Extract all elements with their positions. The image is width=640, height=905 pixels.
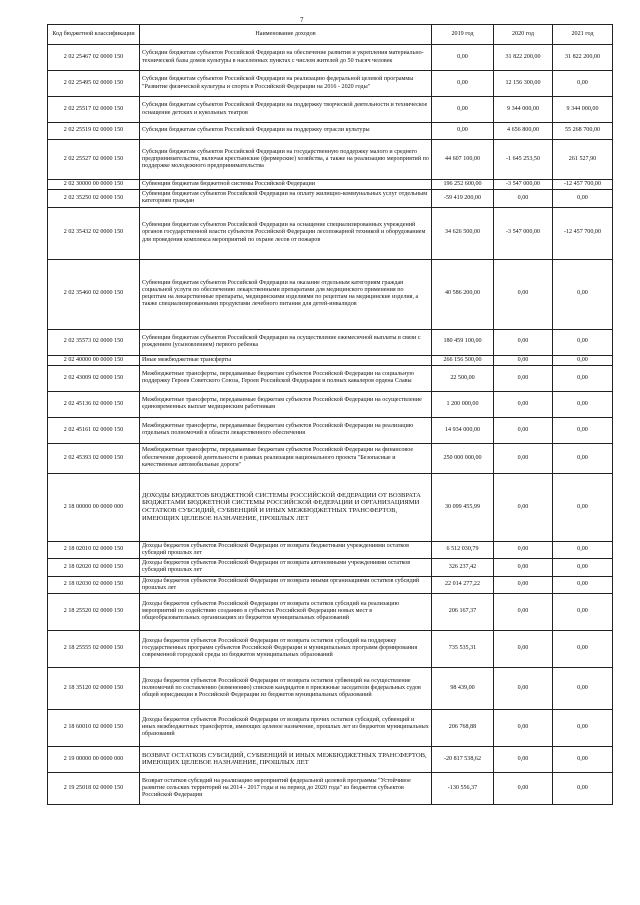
table-row <box>48 746 613 772</box>
table-row <box>48 593 613 630</box>
row-code: 2 19 00000 00 0000 000 <box>48 746 140 772</box>
row-code: 2 02 35573 02 0000 150 <box>48 329 140 355</box>
row-name: Субсидии бюджетам субъектов Российской Федерации на поддержку отрасли культуры <box>140 123 432 140</box>
row-value-2020: 0,00 <box>494 259 553 329</box>
header-2020: 2020 год <box>494 25 553 45</box>
row-value-2020: 0,00 <box>494 593 553 630</box>
table-row <box>48 355 613 365</box>
row-code: 2 02 45136 02 0000 150 <box>48 391 140 417</box>
row-value-2019: 14 934 000,00 <box>432 417 494 443</box>
row-code: 2 18 25555 02 0000 150 <box>48 630 140 667</box>
row-code: 2 19 25018 02 0000 150 <box>48 772 140 804</box>
row-value-2021: 0,00 <box>553 772 613 804</box>
row-code: 2 02 25517 02 0000 150 <box>48 97 140 123</box>
row-value-2019: 180 459 100,00 <box>432 329 494 355</box>
row-value-2021: 0,00 <box>553 417 613 443</box>
row-code: 2 18 35120 02 0000 150 <box>48 667 140 709</box>
row-name: Доходы бюджетов субъектов Российской Федерации от возврата остатков субвенций на осуществление полномочий по составлению (изменению) списков кандидатов в присяжные заседатели федеральных судов общей юрисдикции в Российской Федерации из бюджетов муниципальных образований <box>140 667 432 709</box>
table-row <box>48 576 613 593</box>
table-row <box>48 391 613 417</box>
row-value-2020: 0,00 <box>494 417 553 443</box>
row-value-2019: 6 512 030,79 <box>432 541 494 558</box>
table-row <box>48 667 613 709</box>
row-value-2019: 44 607 100,00 <box>432 140 494 180</box>
row-value-2020: 0,00 <box>494 473 553 541</box>
row-name: Субвенции бюджетам бюджетной системы Российской Федерации <box>140 180 432 190</box>
row-value-2020: 0,00 <box>494 190 553 207</box>
row-value-2020: 0,00 <box>494 329 553 355</box>
row-value-2019: 0,00 <box>432 97 494 123</box>
row-code: 2 18 02030 02 0000 150 <box>48 576 140 593</box>
revenue-table <box>47 24 613 805</box>
table-row <box>48 190 613 207</box>
table-row <box>48 329 613 355</box>
row-code: 2 02 25519 02 0000 150 <box>48 123 140 140</box>
table-row <box>48 259 613 329</box>
row-value-2021: -12 457 700,00 <box>553 180 613 190</box>
row-value-2021: 0,00 <box>553 473 613 541</box>
row-code: 2 18 02020 02 0000 150 <box>48 559 140 576</box>
row-value-2021: 0,00 <box>553 190 613 207</box>
row-value-2019: 22 014 277,22 <box>432 576 494 593</box>
row-value-2019: 40 586 200,00 <box>432 259 494 329</box>
row-code: 2 02 43009 02 0000 150 <box>48 365 140 391</box>
row-value-2021: 0,00 <box>553 329 613 355</box>
row-name: Межбюджетные трансферты, передаваемые бюджетам субъектов Российской Федерации на осуществление единовременных выплат медицинским работникам <box>140 391 432 417</box>
row-name: Субсидии бюджетам субъектов Российской Федерации на реализацию федеральной целевой программы "Развитие физической культуры и спорта в Российской Федерации на 2016 - 2020 годы" <box>140 71 432 97</box>
row-value-2021: 0,00 <box>553 365 613 391</box>
row-value-2019: 326 237,42 <box>432 559 494 576</box>
row-value-2021: 0,00 <box>553 541 613 558</box>
table-row <box>48 123 613 140</box>
table-row <box>48 443 613 473</box>
row-value-2020: 0,00 <box>494 772 553 804</box>
row-value-2021: 0,00 <box>553 355 613 365</box>
row-value-2020: 0,00 <box>494 443 553 473</box>
row-value-2021: 0,00 <box>553 443 613 473</box>
row-value-2020: 0,00 <box>494 576 553 593</box>
table-row <box>48 97 613 123</box>
row-value-2019: 0,00 <box>432 71 494 97</box>
row-value-2020: 9 344 000,00 <box>494 97 553 123</box>
row-value-2021: 0,00 <box>553 71 613 97</box>
row-code: 2 02 45393 02 0000 150 <box>48 443 140 473</box>
row-value-2020: 12 156 300,00 <box>494 71 553 97</box>
row-value-2021: 0,00 <box>553 559 613 576</box>
table-row <box>48 709 613 746</box>
row-value-2019: 206 167,37 <box>432 593 494 630</box>
table-row <box>48 207 613 259</box>
table-row <box>48 45 613 71</box>
row-value-2019: 98 439,00 <box>432 667 494 709</box>
row-value-2019: 266 156 500,00 <box>432 355 494 365</box>
table-row <box>48 630 613 667</box>
row-value-2021: 9 344 000,00 <box>553 97 613 123</box>
table-row <box>48 71 613 97</box>
row-code: 2 02 40000 00 0000 150 <box>48 355 140 365</box>
table-row <box>48 180 613 190</box>
row-value-2020: -1 645 253,50 <box>494 140 553 180</box>
row-name: Доходы бюджетов субъектов Российской Федерации от возврата автономными учреждениями остатков субсидий прошлых лет <box>140 559 432 576</box>
row-name: Субвенции бюджетам субъектов Российской Федерации на оказание отдельным категориям граждан социальной услуги по обеспечению лекарственными препаратами для медицинского применения по рецептам на лекарственные препараты, медицинскими изделиями по рецептам на медицинские изделия, а также специализированными продуктами лечебного питания для детей-инвалидов <box>140 259 432 329</box>
row-value-2019: 196 252 600,00 <box>432 180 494 190</box>
row-value-2020: 4 656 800,00 <box>494 123 553 140</box>
row-value-2019: 735 535,31 <box>432 630 494 667</box>
row-code: 2 02 25467 02 0000 150 <box>48 45 140 71</box>
row-code: 2 02 30000 00 0000 150 <box>48 180 140 190</box>
header-name: Наименование доходов <box>140 25 432 45</box>
row-value-2021: 261 527,90 <box>553 140 613 180</box>
row-name: Субвенции бюджетам субъектов Российской Федерации на осуществление ежемесячной выплаты в связи с рождением (усыновлением) первого ребенка <box>140 329 432 355</box>
row-value-2021: 31 822 200,00 <box>553 45 613 71</box>
row-name: Межбюджетные трансферты, передаваемые бюджетам субъектов Российской Федерации на реализацию отдельных полномочий в области лекарственного обеспечения <box>140 417 432 443</box>
table-row <box>48 417 613 443</box>
row-value-2019: -20 817 538,62 <box>432 746 494 772</box>
row-value-2020: 0,00 <box>494 541 553 558</box>
table-row <box>48 473 613 541</box>
row-name: Иные межбюджетные трансферты <box>140 355 432 365</box>
row-code: 2 18 02010 02 0000 150 <box>48 541 140 558</box>
header-code: Код бюджетной классификации <box>48 25 140 45</box>
row-value-2020: 0,00 <box>494 391 553 417</box>
table-row <box>48 541 613 558</box>
row-value-2019: 34 626 500,00 <box>432 207 494 259</box>
row-name: Доходы бюджетов субъектов Российской Федерации от возврата остатков субсидий на реализацию мероприятий по содействию созданию в субъектах Российской Федерации новых мест в общеобразовательных организациях из бюджетов муниципальных образований <box>140 593 432 630</box>
row-name: Субвенции бюджетам субъектов Российской Федерации на оплату жилищно-коммунальных услуг отдельным категориям граждан <box>140 190 432 207</box>
row-code: 2 02 25495 02 0000 150 <box>48 71 140 97</box>
row-value-2020: 0,00 <box>494 630 553 667</box>
row-value-2020: 0,00 <box>494 709 553 746</box>
table-row <box>48 772 613 804</box>
row-value-2021: 0,00 <box>553 630 613 667</box>
row-value-2020: -3 547 000,00 <box>494 207 553 259</box>
row-code: 2 18 00000 00 0000 000 <box>48 473 140 541</box>
row-value-2019: 1 200 000,00 <box>432 391 494 417</box>
row-name: Межбюджетные трансферты, передаваемые бюджетам субъектов Российской Федерации на социальную поддержку Героев Советского Союза, Героев Российской Федерации и полных кавалеров ордена Славы <box>140 365 432 391</box>
row-value-2021: 0,00 <box>553 259 613 329</box>
table-row <box>48 365 613 391</box>
row-name: ВОЗВРАТ ОСТАТКОВ СУБСИДИЙ, СУБВЕНЦИЙ И ИНЫХ МЕЖБЮДЖЕТНЫХ ТРАНСФЕРТОВ, ИМЕЮЩИХ ЦЕЛЕВОЕ НАЗНАЧЕНИЕ, ПРОШЛЫХ ЛЕТ <box>140 746 432 772</box>
row-value-2020: 0,00 <box>494 559 553 576</box>
row-value-2019: 30 099 455,99 <box>432 473 494 541</box>
row-value-2021: 0,00 <box>553 391 613 417</box>
row-value-2021: 0,00 <box>553 709 613 746</box>
row-value-2019: -130 556,37 <box>432 772 494 804</box>
row-name: Субсидии бюджетам субъектов Российской Федерации на обеспечение развития и укрепления материально-технической базы домов культуры в населенных пунктах с числом жителей до 50 тысяч человек <box>140 45 432 71</box>
row-value-2019: 22 500,00 <box>432 365 494 391</box>
row-name: Доходы бюджетов субъектов Российской Федерации от возврата иными организациями остатков субсидий прошлых лет <box>140 576 432 593</box>
row-value-2019: 0,00 <box>432 123 494 140</box>
row-name: Субсидии бюджетам субъектов Российской Федерации на государственную поддержку малого и среднего предпринимательства, включая крестьянские (фермерские) хозяйства, а также на реализацию мероприятий по поддержке молодежного предпринимательства <box>140 140 432 180</box>
row-name: ДОХОДЫ БЮДЖЕТОВ БЮДЖЕТНОЙ СИСТЕМЫ РОССИЙСКОЙ ФЕДЕРАЦИИ ОТ ВОЗВРАТА БЮДЖЕТАМИ БЮДЖЕТНОЙ СИСТЕМЫ РОССИЙСКОЙ ФЕДЕРАЦИИ И ОРГАНИЗАЦИЯМИ ОСТАТКОВ СУБСИДИЙ, СУБВЕНЦИЙ И ИНЫХ МЕЖБЮДЖЕТНЫХ ТРАНСФЕРТОВ, ИМЕЮЩИХ ЦЕЛЕВОЕ НАЗНАЧЕНИЕ, ПРОШЛЫХ ЛЕТ <box>140 473 432 541</box>
table-row <box>48 140 613 180</box>
row-value-2021: 0,00 <box>553 746 613 772</box>
row-value-2021: 0,00 <box>553 667 613 709</box>
row-code: 2 02 35250 02 0000 150 <box>48 190 140 207</box>
table-header-row <box>48 25 613 45</box>
row-value-2019: 0,00 <box>432 45 494 71</box>
row-value-2020: -3 547 000,00 <box>494 180 553 190</box>
row-value-2020: 0,00 <box>494 667 553 709</box>
row-code: 2 02 35460 02 0000 150 <box>48 259 140 329</box>
row-value-2019: 250 000 000,00 <box>432 443 494 473</box>
row-name: Возврат остатков субсидий на реализацию мероприятий федеральной целевой программы "Устойчивое развитие сельских территорий на 2014 - 2017 годы и на период до 2020 года" из бюджетов субъектов Российской Федерации <box>140 772 432 804</box>
row-value-2021: 55 268 700,00 <box>553 123 613 140</box>
header-2021: 2021 год <box>553 25 613 45</box>
row-value-2019: 206 768,88 <box>432 709 494 746</box>
row-name: Доходы бюджетов субъектов Российской Федерации от возврата бюджетными учреждениями остатков субсидий прошлых лет <box>140 541 432 558</box>
row-code: 2 18 60010 02 0000 150 <box>48 709 140 746</box>
row-name: Доходы бюджетов субъектов Российской Федерации от возврата остатков субсидий на поддержку государственных программ субъектов Российской Федерации и муниципальных программ формирования современной городской среды из бюджетов муниципальных образований <box>140 630 432 667</box>
row-value-2020: 0,00 <box>494 365 553 391</box>
row-name: Межбюджетные трансферты, передаваемые бюджетам субъектов Российской Федерации на финансовое обеспечение дорожной деятельности в рамках реализации национального проекта "Безопасные и качественные автомобильные дороги" <box>140 443 432 473</box>
row-value-2021: 0,00 <box>553 593 613 630</box>
row-value-2020: 0,00 <box>494 746 553 772</box>
row-value-2019: -59 419 200,00 <box>432 190 494 207</box>
table-row <box>48 559 613 576</box>
row-code: 2 02 45161 02 0000 150 <box>48 417 140 443</box>
page-number: 7 <box>300 16 304 24</box>
row-value-2020: 0,00 <box>494 355 553 365</box>
row-name: Доходы бюджетов субъектов Российской Федерации от возврата прочих остатков субсидий, субвенций и иных межбюджетных трансфертов, имеющих целевое назначение, прошлых лет из бюджетов муниципальных образований <box>140 709 432 746</box>
row-name: Субвенции бюджетам субъектов Российской Федерации на оснащение специализированных учреждений органов государственной власти субъектов Российской Федерации лесопожарной техникой и оборудованием для проведения комплекса мероприятий по охране лесов от пожаров <box>140 207 432 259</box>
row-code: 2 02 35432 02 0000 150 <box>48 207 140 259</box>
row-value-2021: -12 457 700,00 <box>553 207 613 259</box>
row-value-2021: 0,00 <box>553 576 613 593</box>
row-code: 2 02 25527 02 0000 150 <box>48 140 140 180</box>
header-2019: 2019 год <box>432 25 494 45</box>
row-code: 2 18 25520 02 0000 150 <box>48 593 140 630</box>
row-value-2020: 31 822 200,00 <box>494 45 553 71</box>
row-name: Субсидии бюджетам субъектов Российской Федерации на поддержку творческой деятельности и техническое оснащение детских и кукольных театров <box>140 97 432 123</box>
